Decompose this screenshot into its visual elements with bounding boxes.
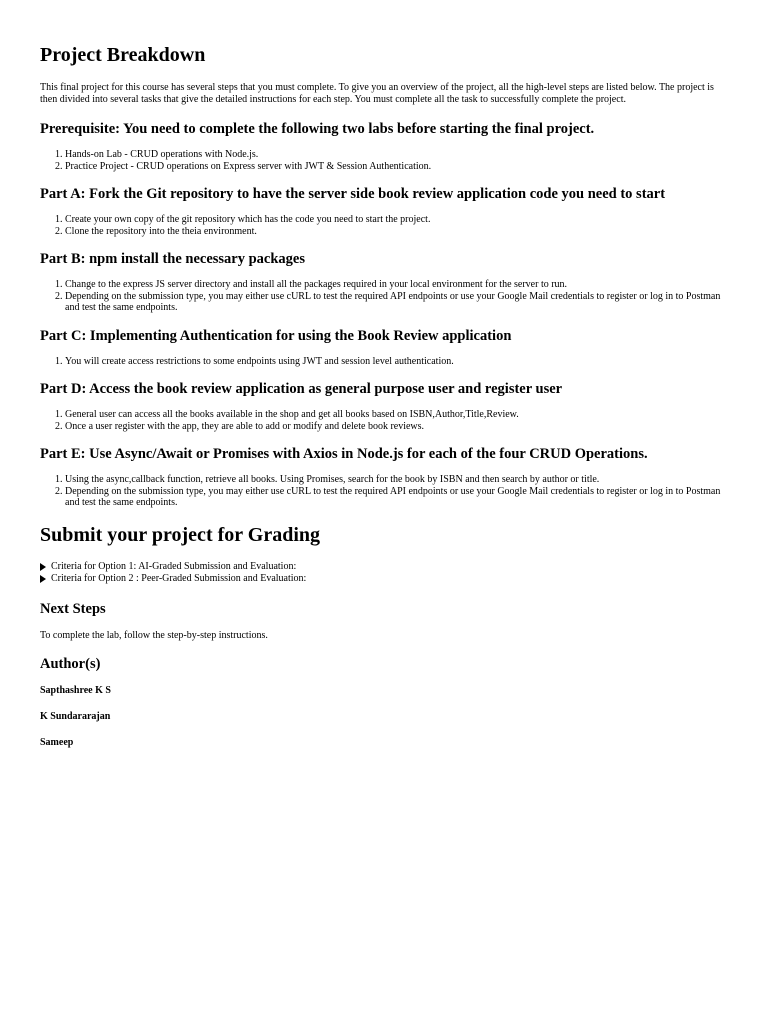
list-item: 2. Depending on the submission type, you may either use cURL to test the required API endpoints or use your Google Mail credentials to register or log in to Postman and test the same endpoints. xyxy=(65,486,728,509)
authors-heading: Author(s) xyxy=(40,655,101,672)
section-heading-part-e: Part E: Use Async/Await or Promises with Axios in Node.js for each of the four CRUD Operations. xyxy=(40,446,648,462)
criteria-option-1-label: Criteria for Option 1: AI-Graded Submission and Evaluation: xyxy=(51,560,297,572)
section-list-prerequisite xyxy=(40,149,728,172)
author-name: Sapthashree K S xyxy=(40,684,111,696)
list-item: 2. Once a user register with the app, they are able to add or modify and delete book reviews. xyxy=(65,421,728,433)
author-name: K Sundararajan xyxy=(40,710,111,722)
criteria-option-2-label: Criteria for Option 2 : Peer-Graded Submission and Evaluation: xyxy=(51,572,307,584)
next-steps-text: To complete the lab, follow the step-by-step instructions. xyxy=(40,629,268,641)
section-heading-part-c: Part C: Implementing Authentication for using the Book Review application xyxy=(40,327,512,344)
intro-paragraph: This final project for this course has several steps that you must complete. To give you an overview of the project, all the high-level steps are listed below. The project is then divided into several tasks that give the detailed instructions for each step. You must complete all the task to successfully complete the project. xyxy=(40,82,714,105)
section-list-part-a xyxy=(40,214,728,237)
criteria-option-2-toggle[interactable] xyxy=(40,573,728,585)
section-heading-part-b: Part B: npm install the necessary packages xyxy=(40,251,306,267)
list-item: 2. Clone the repository into the theia environment. xyxy=(65,226,728,238)
list-item: 1. Create your own copy of the git repository which has the code you need to start the project. xyxy=(65,214,728,226)
list-item: 1. Change to the express JS server directory and install all the packages required in your local environment for the server to run. xyxy=(65,279,728,291)
section-heading-prerequisite: Prerequisite: You need to complete the following two labs before starting the final project. xyxy=(40,121,595,137)
page-title: Project Breakdown xyxy=(40,44,206,66)
disclosure-triangle-icon xyxy=(40,563,46,571)
section-list-part-c xyxy=(40,356,728,368)
list-item: 1. You will create access restrictions to some endpoints using JWT and session level authentication. xyxy=(65,356,728,368)
submit-heading: Submit your project for Grading xyxy=(40,523,321,546)
list-item: 1. Using the async,callback function, retrieve all books. Using Promises, search for the book by ISBN and then search by author or title. xyxy=(65,474,728,486)
section-heading-part-d: Part D: Access the book review application as general purpose user and register user xyxy=(40,381,563,397)
next-steps-heading: Next Steps xyxy=(40,600,106,617)
list-item: 1. General user can access all the books available in the shop and get all books based on ISBN,Author,Title,Review. xyxy=(65,409,728,421)
criteria-option-1-toggle[interactable] xyxy=(40,561,728,573)
list-item: 2. Depending on the submission type, you may either use cURL to test the required API endpoints or use your Google Mail credentials to register or log in to Postman and test the same endpoints. xyxy=(65,291,728,314)
list-item: 1. Hands-on Lab - CRUD operations with Node.js. xyxy=(65,149,728,161)
section-heading-part-a: Part A: Fork the Git repository to have the server side book review application code you need to start xyxy=(40,186,666,202)
section-list-part-d xyxy=(40,409,728,432)
section-list-part-e xyxy=(40,474,728,509)
disclosure-triangle-icon xyxy=(40,575,46,583)
list-item: 2. Practice Project - CRUD operations on Express server with JWT & Session Authentication. xyxy=(65,161,728,173)
criteria-list xyxy=(40,561,728,585)
author-name: Sameep xyxy=(40,736,74,748)
section-list-part-b xyxy=(40,279,728,314)
